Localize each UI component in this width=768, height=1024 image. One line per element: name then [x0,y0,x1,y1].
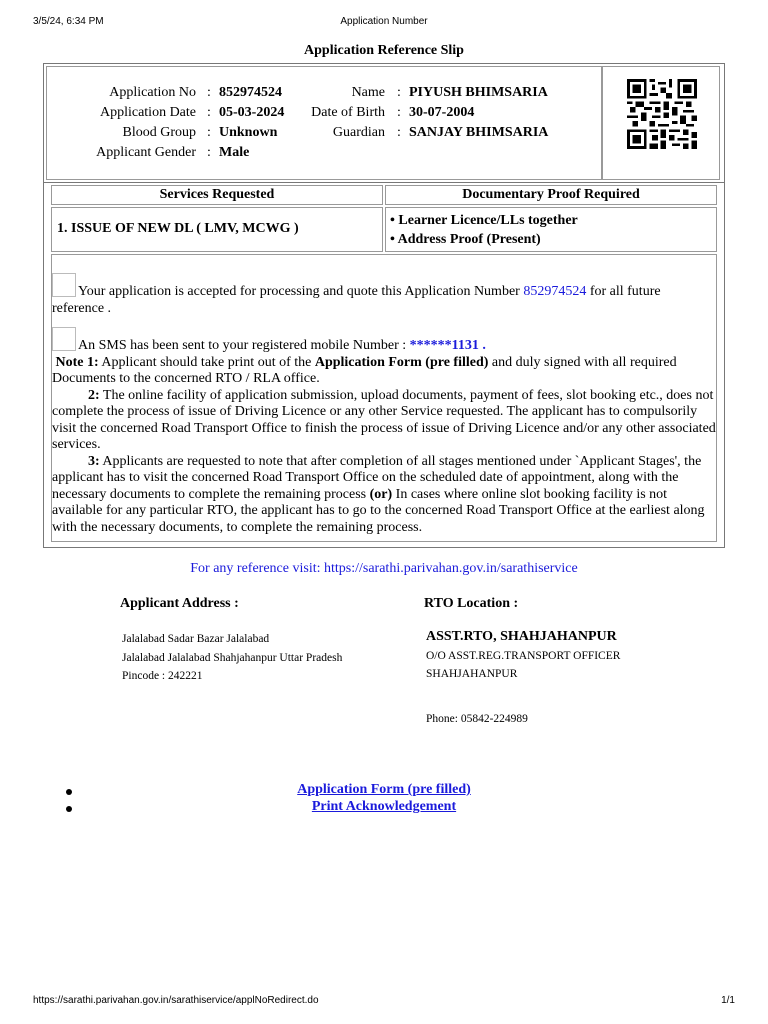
guardian-label: Guardian [332,125,385,140]
application-form-row [0,782,768,800]
checkbox[interactable] [52,273,76,297]
qr-code-icon [625,79,699,149]
blood-group-value: Unknown [219,125,278,140]
dob-label: Date of Birth [311,105,385,120]
colon: : [397,105,401,120]
colon: : [207,145,211,160]
documentary-proof-header: Documentary Proof Required [385,185,717,205]
slip-title: Application Reference Slip [304,43,464,58]
name-label: Name [351,85,385,100]
guardian-value: SANJAY BHIMSARIA [409,125,549,140]
colon: : [207,105,211,120]
application-no-value: 852974524 [219,85,282,100]
application-number-ref: 852974524 [523,284,587,299]
application-date-value: 05-03-2024 [219,105,285,120]
mobile-number: ******1131 . [409,338,486,353]
sms-message: An SMS has been sent to your registered mobile Number : ******1131 . [52,327,716,355]
colon: : [397,85,401,100]
services-requested-header: Services Requested [51,185,383,205]
application-form-link[interactable]: Application Form (pre filled) [297,782,471,797]
print-footer [33,995,735,1009]
note-1: Note 1: Applicant should take print out of the Application Form (pre filled) and duly signed with all required Documents to the concerned RTO / RLA office. [52,354,677,386]
gender-value: Male [219,145,250,160]
rto-line-1: O/O ASST.REG.TRANSPORT OFFICER [426,650,621,662]
name-value: PIYUSH BHIMSARIA [409,85,548,100]
rto-line-2: SHAHJAHANPUR [426,668,518,680]
dob-value: 30-07-2004 [409,105,475,120]
print-url: https://sarathi.parivahan.gov.in/sarathiservice/applNoRedirect.do [33,995,319,1006]
print-header [33,16,735,30]
proof-cell [385,207,717,252]
reference-visit-text: For any reference visit: https://sarathi.parivahan.gov.in/sarathiservice [190,561,578,576]
service-cell [51,207,383,252]
print-page-title: Application Number [340,16,428,27]
note-2: 2: The online facility of application submission, upload documents, payment of fees, slot booking etc., does not complete the process of issue of Driving Licence or any other Service requested. The applicant has to compulsorily visit the concerned Road Transport Office to finish the process of issue of Driving Licence and/or any other associated services. [52,387,716,452]
application-no-label: Application No [109,85,196,100]
rto-phone: Phone: 05842-224989 [426,713,528,725]
blood-group-label: Blood Group [122,125,196,140]
note-3: 3: Applicants are requested to note that after completion of all stages mentioned under `Applicant Stages', the applicant has to visit the concerned Road Transport Office on the scheduled date of appointment, along with the necessary documents to complete the remaining process (or) In cases where online slot booking facility is not available for any particular RTO, the applicant has to go to the concerned Road Transport Office at the earliest along with the necessary documents, to complete the remaining process. [52,453,705,535]
application-date-label: Application Date [99,105,196,120]
service-item: 1. ISSUE OF NEW DL ( LMV, MCWG ) [57,221,299,236]
proof-item: • Address Proof (Present) [390,232,541,247]
proof-item: • Learner Licence/LLs together [390,213,578,228]
address-line-2: Jalalabad Jalalabad Shahjahanpur Uttar Pradesh [122,652,343,664]
address-line-1: Jalalabad Sadar Bazar Jalalabad [122,633,270,645]
print-ack-row [0,799,768,817]
applicant-details [46,66,602,180]
rto-location-heading: RTO Location : [424,596,519,611]
checkbox[interactable] [52,327,76,351]
qr-code-cell [602,66,720,180]
applicant-info-box [43,63,725,183]
rto-name: ASST.RTO, SHAHJAHANPUR [426,629,617,644]
print-acknowledgement-link[interactable]: Print Acknowledgement [311,799,457,814]
accepted-message: Your application is accepted for processing and quote this Application Number 852974524 for all future reference . [52,273,716,317]
colon: : [397,125,401,140]
colon: : [207,85,211,100]
gender-label: Applicant Gender [96,145,196,160]
address-pincode: Pincode : 242221 [122,670,203,682]
print-timestamp: 3/5/24, 6:34 PM [33,16,104,27]
colon: : [207,125,211,140]
page-number: 1/1 [721,995,735,1006]
applicant-address-heading: Applicant Address : [120,596,239,611]
notes-section [52,254,716,536]
